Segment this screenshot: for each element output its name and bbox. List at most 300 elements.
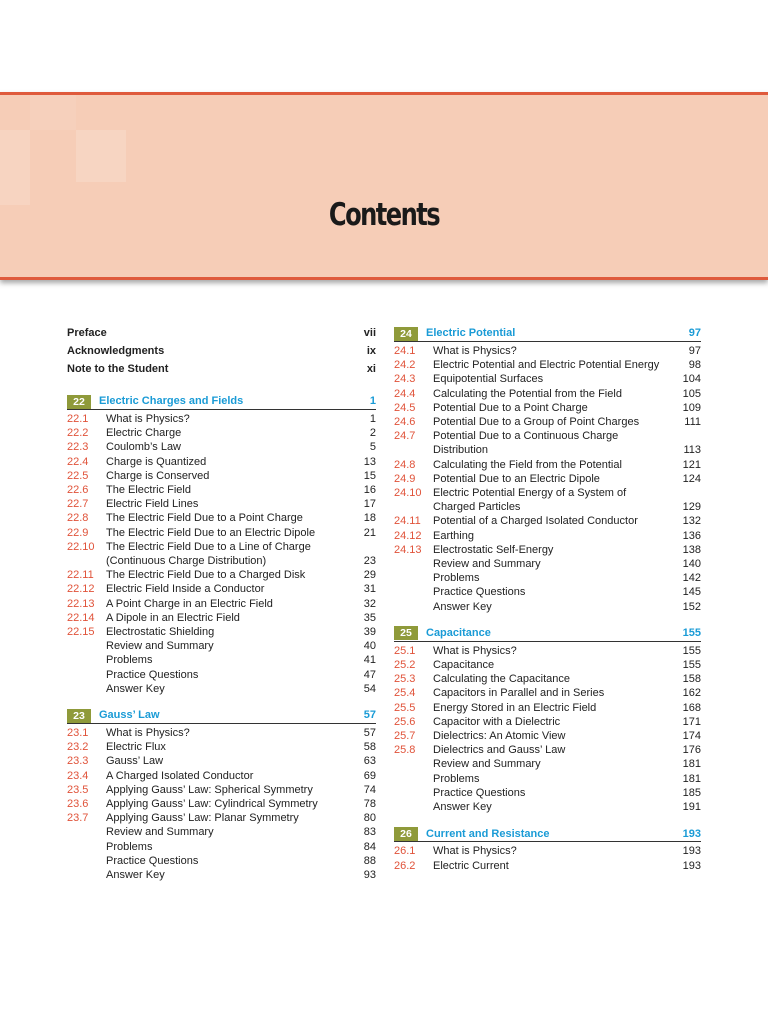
section-page: 140 [682,558,701,571]
chapter-page: 57 [363,709,376,722]
front-matter-item[interactable] [67,326,376,344]
toc-entry[interactable] [67,625,376,639]
section-title: Review and Summary [106,640,214,653]
toc-entry[interactable] [67,582,376,596]
section-page: 158 [682,673,701,686]
section-title: Problems [106,654,153,667]
section-title: Equipotential Surfaces [433,373,544,386]
toc-entry[interactable] [67,797,376,811]
section-title: What is Physics? [106,413,190,425]
section-page: 32 [363,597,376,610]
section-page: 29 [363,569,376,582]
chapter-title: Electric Charges and Fields [99,395,244,408]
toc-entry[interactable] [67,868,376,882]
section-number: 26.2 [394,859,416,872]
section-number: 22.1 [67,413,89,425]
toc-entry[interactable] [394,443,701,457]
page-title: Contents [328,197,440,233]
section-title: Dielectrics: An Atomic View [433,730,566,743]
section-page: 174 [682,730,701,743]
section-number: 22.9 [67,526,89,539]
toc-entry[interactable] [67,440,376,454]
section-title: Electric Flux [106,741,166,754]
section-title: The Electric Field [106,484,191,497]
section-title: Earthing [433,529,474,542]
section-title: Calculating the Capacitance [433,673,570,686]
toc-left-column [67,326,376,882]
toc-entry[interactable] [394,401,701,415]
section-page: 88 [363,854,376,867]
section-number [394,600,433,614]
front-matter-title: Acknowledgments [67,345,165,357]
section-number [394,585,433,599]
section-title: Capacitance [433,659,495,672]
section-number: 24.9 [394,472,416,485]
section-title: Answer Key [106,869,165,882]
section-title: Applying Gauss’ Law: Cylindrical Symmetry [106,798,318,811]
section-number [67,854,106,868]
section-title: Electric Current [433,859,509,872]
chapter-page: 97 [688,327,701,340]
front-matter-page: xi [366,363,376,375]
section-page: 23 [363,555,376,568]
section-page: 58 [363,741,376,754]
section-number: 23.2 [67,741,89,754]
section-number: 24.4 [394,387,416,400]
section-title: Electric Charge [106,427,182,440]
section-page: 138 [682,543,701,556]
chapter-page: 1 [369,395,376,408]
toc-entry[interactable] [394,701,701,715]
section-title: Calculating the Potential from the Field [433,387,622,400]
section-title: Electric Field Lines [106,498,199,511]
section-page: 1 [369,413,376,425]
toc-entry[interactable] [67,497,376,511]
section-page: 13 [363,455,376,468]
section-page: 98 [688,359,701,372]
toc-entry[interactable] [394,800,701,814]
section-page: 142 [682,572,701,585]
section-page: 83 [363,826,376,839]
toc-entry[interactable] [394,729,701,743]
toc-entry[interactable] [67,854,376,868]
section-title: A Dipole in an Electric Field [106,611,240,624]
toc-entry[interactable] [394,486,701,500]
section-number [394,557,433,571]
section-title: What is Physics? [433,345,517,357]
toc-entry[interactable] [67,469,376,483]
chapter-page: 193 [682,827,701,840]
section-number [67,653,106,667]
toc-entry[interactable] [394,743,701,757]
section-page: 69 [363,769,376,782]
section-page: 171 [682,715,701,728]
section-number: 25.6 [394,715,416,728]
section-page: 121 [682,458,701,471]
section-page: 2 [369,427,376,440]
section-title: Answer Key [433,801,492,814]
toc-entry[interactable] [67,511,376,525]
section-title: What is Physics? [433,845,517,858]
section-page: 17 [363,498,376,511]
section-number: 22.7 [67,498,89,511]
section-title: Potential Due to a Point Charge [433,401,588,414]
section-title: Coulomb’s Law [106,441,182,454]
section-number: 22.15 [67,626,95,639]
section-title: Potential Due to a Continuous Charge [433,430,619,443]
toc-entry[interactable] [67,540,376,554]
section-title: Charge is Quantized [106,455,207,468]
section-title: Potential Due to an Electric Dipole [433,472,600,485]
toc-entry[interactable] [394,372,701,386]
toc-entry[interactable] [394,672,701,686]
section-page: 54 [363,682,376,695]
front-matter-page: ix [366,345,376,357]
section-number: 23.4 [67,769,89,782]
toc-entry[interactable] [67,526,376,540]
toc-entry[interactable] [67,483,376,497]
section-number: 22.6 [67,484,89,497]
section-page: 93 [363,869,376,882]
section-page: 16 [363,484,376,497]
section-title: Answer Key [433,600,492,613]
toc-entry[interactable] [394,571,701,585]
section-page: 132 [682,515,701,528]
chapter-title: Electric Potential [426,327,516,340]
section-title: Practice Questions [433,786,526,799]
section-title: The Electric Field Due to an Electric Dipole [106,526,316,539]
section-number: 23.3 [67,755,89,768]
section-title: Electrostatic Shielding [106,626,215,639]
toc-entry[interactable] [67,412,376,426]
section-title: Capacitor with a Dielectric [433,715,561,728]
section-title: Electric Potential and Electric Potential Energy [433,359,660,372]
toc-entry[interactable] [394,658,701,672]
chapter-heading[interactable] [67,394,376,410]
section-page: 84 [363,840,376,853]
section-title: Charge is Conserved [106,469,210,482]
section-number [394,786,433,800]
section-page: 191 [682,801,701,814]
toc-entry[interactable] [67,726,376,740]
section-number: 22.2 [67,427,89,440]
section-number: 23.1 [67,727,89,740]
section-title: Dielectrics and Gauss’ Law [433,744,566,757]
section-title: Energy Stored in an Electric Field [433,701,597,714]
chapter-heading[interactable] [394,326,701,342]
section-number: 22.13 [67,597,95,610]
section-number [394,500,433,514]
front-matter-title: Note to the Student [67,363,169,375]
section-title: Practice Questions [106,668,199,681]
section-number [67,639,106,653]
section-number [67,554,106,568]
chapter-title: Current and Resistance [426,827,550,840]
section-title: Potential Due to a Group of Point Charges [433,416,640,429]
toc-entry[interactable] [67,597,376,611]
section-title: Electric Field Inside a Conductor [106,583,265,596]
chapter-number-badge: 22 [67,395,91,409]
section-number: 25.3 [394,673,416,686]
section-page: 162 [682,687,701,700]
section-title: The Electric Field Due to a Charged Disk [106,569,306,582]
section-page [681,486,701,500]
toc-entry[interactable] [67,825,376,839]
toc-entry[interactable] [67,840,376,854]
section-title: Calculating the Field from the Potential [433,458,622,471]
toc-entry[interactable] [394,458,701,472]
section-page: 39 [363,626,376,639]
toc-entry[interactable] [67,568,376,582]
section-title: Review and Summary [433,558,541,571]
toc-entry[interactable] [67,754,376,768]
toc-entry[interactable] [394,415,701,429]
section-page: 78 [363,798,376,811]
section-page: 193 [682,845,701,858]
section-page: 136 [682,529,701,542]
section-title: The Electric Field Due to a Line of Charge [106,540,311,553]
toc-entry[interactable] [67,639,376,653]
toc-right-column [394,326,701,873]
section-title: Answer Key [106,682,165,695]
section-page: 47 [363,668,376,681]
section-number: 24.8 [394,458,416,471]
toc-entry[interactable] [67,554,376,568]
toc-entry[interactable] [67,611,376,625]
section-number [67,840,106,854]
toc-entry[interactable] [394,543,701,557]
section-page: 74 [363,783,376,796]
section-title: Practice Questions [106,854,199,867]
toc-entry[interactable] [67,653,376,667]
section-page: 63 [363,755,376,768]
section-number: 22.10 [67,540,95,553]
section-title: Capacitors in Parallel and in Series [433,687,605,700]
toc-entry[interactable] [394,358,701,372]
section-page: 145 [682,586,701,599]
section-page: 21 [363,526,376,539]
section-page: 124 [682,472,701,485]
section-number [67,825,106,839]
section-number: 24.6 [394,416,416,429]
section-number: 22.3 [67,441,89,454]
section-page: 193 [682,859,701,872]
toc-entry[interactable] [394,500,701,514]
section-number: 24.5 [394,401,416,414]
section-page: 155 [682,659,701,672]
section-page: 129 [682,501,701,514]
section-number: 22.5 [67,469,89,482]
section-number [394,757,433,771]
front-matter-page: vii [363,327,376,339]
front-matter-title: Preface [67,327,107,339]
section-title: Problems [106,840,153,853]
chapter-number-badge: 24 [394,327,418,341]
chapter-heading[interactable] [67,708,376,724]
section-title: Gauss’ Law [106,755,164,768]
banner-decoration [76,130,126,182]
toc-entry[interactable] [394,844,701,858]
section-title: Charged Particles [433,501,521,514]
section-number: 25.4 [394,687,416,700]
chapter-number-badge: 25 [394,626,418,640]
toc-entry[interactable] [394,585,701,599]
toc-entry[interactable] [67,426,376,440]
chapter-heading[interactable] [394,826,701,842]
section-title: Problems [433,772,480,785]
chapter-block [67,708,376,882]
section-page: 41 [363,654,376,667]
section-number: 22.12 [67,583,95,596]
section-number: 24.11 [394,515,421,528]
section-page: 109 [682,401,701,414]
section-title: Applying Gauss’ Law: Spherical Symmetry [106,783,313,796]
section-page: 155 [682,644,701,657]
section-number: 24.7 [394,430,416,443]
section-page: 104 [682,373,701,386]
chapter-title: Capacitance [426,627,491,640]
section-number [67,682,106,696]
section-number: 26.1 [394,845,416,858]
section-number: 24.13 [394,543,422,556]
section-number: 22.11 [67,569,94,582]
section-page: 35 [363,611,376,624]
chapter-title: Gauss’ Law [99,709,160,722]
section-title: Problems [433,572,480,585]
section-page: 5 [369,441,376,454]
section-page: 113 [683,444,701,457]
section-number: 22.8 [67,512,89,525]
section-page [356,540,376,554]
section-title: What is Physics? [106,727,190,740]
front-matter-list [67,326,376,380]
chapter-number-badge: 23 [67,709,91,723]
section-number [394,800,433,814]
section-title: A Charged Isolated Conductor [106,769,254,782]
section-number [394,571,433,585]
right-chapter-list [394,326,701,873]
toc-entry[interactable] [394,514,701,528]
toc-entry[interactable] [394,772,701,786]
section-title: Review and Summary [433,758,541,771]
toc-entry[interactable] [394,344,701,358]
title-banner [0,92,768,280]
chapter-block [394,626,701,814]
section-number: 24.2 [394,359,416,372]
section-number: 22.4 [67,455,89,468]
section-page: 176 [682,744,701,757]
toc-entry[interactable] [394,786,701,800]
section-page: 57 [363,727,376,740]
section-page: 80 [363,812,376,825]
toc-entry[interactable] [67,668,376,682]
chapter-page: 155 [682,627,701,640]
toc-entry[interactable] [394,859,701,873]
section-title: Applying Gauss’ Law: Planar Symmetry [106,812,299,825]
section-number [67,668,106,682]
section-page: 18 [363,512,376,525]
section-number [394,772,433,786]
section-number [67,868,106,882]
front-matter-item[interactable] [67,344,376,362]
section-number: 23.5 [67,783,89,796]
section-title: What is Physics? [433,644,517,657]
section-number: 25.2 [394,659,416,672]
toc-entry[interactable] [67,682,376,696]
chapter-block [394,326,701,614]
section-page [681,429,701,443]
section-page: 168 [682,701,701,714]
section-number: 24.12 [394,529,422,542]
section-page: 105 [682,387,701,400]
section-page: 185 [682,786,701,799]
section-title: Distribution [433,444,489,457]
toc-entry[interactable] [394,387,701,401]
toc-entry[interactable] [394,686,701,700]
banner-decoration [30,95,76,130]
section-title: (Continuous Charge Distribution) [106,555,267,568]
section-page: 97 [688,345,701,357]
section-title: Electric Potential Energy of a System of [433,487,627,500]
section-number [394,443,433,457]
chapter-number-badge: 26 [394,827,418,841]
section-page: 40 [363,640,376,653]
section-page: 181 [682,758,701,771]
front-matter-item[interactable] [67,362,376,380]
section-number: 24.10 [394,487,422,500]
toc-entry[interactable] [394,644,701,658]
left-chapter-list [67,394,376,882]
toc-entry[interactable] [394,529,701,543]
toc-entry[interactable] [67,783,376,797]
toc-entry[interactable] [67,455,376,469]
toc-entry[interactable] [67,769,376,783]
section-title: Electrostatic Self-Energy [433,543,554,556]
section-number: 25.7 [394,730,416,743]
section-number: 23.6 [67,798,89,811]
toc-entry[interactable] [394,757,701,771]
section-page: 181 [682,772,701,785]
toc-entry[interactable] [394,429,701,443]
toc-entry[interactable] [394,600,701,614]
section-number: 25.1 [394,644,416,657]
section-page: 31 [363,583,376,596]
chapter-block [394,826,701,872]
section-number: 25.5 [394,701,416,714]
section-number: 23.7 [67,812,89,825]
section-number: 24.1 [394,345,416,357]
section-page: 111 [684,416,701,429]
toc-entry[interactable] [394,715,701,729]
toc-entry[interactable] [394,557,701,571]
toc-entry[interactable] [67,811,376,825]
section-page: 152 [682,600,701,613]
section-page: 15 [363,469,376,482]
section-title: Potential of a Charged Isolated Conductor [433,515,638,528]
banner-decoration [0,130,30,205]
section-title: Review and Summary [106,826,214,839]
section-number: 24.3 [394,373,416,386]
toc-entry[interactable] [394,472,701,486]
section-title: The Electric Field Due to a Point Charge [106,512,303,525]
section-number: 25.8 [394,744,416,757]
section-number: 22.14 [67,611,95,624]
chapter-block [67,394,376,696]
section-title: A Point Charge in an Electric Field [106,597,273,610]
chapter-heading[interactable] [394,626,701,642]
section-title: Practice Questions [433,586,526,599]
toc-entry[interactable] [67,740,376,754]
